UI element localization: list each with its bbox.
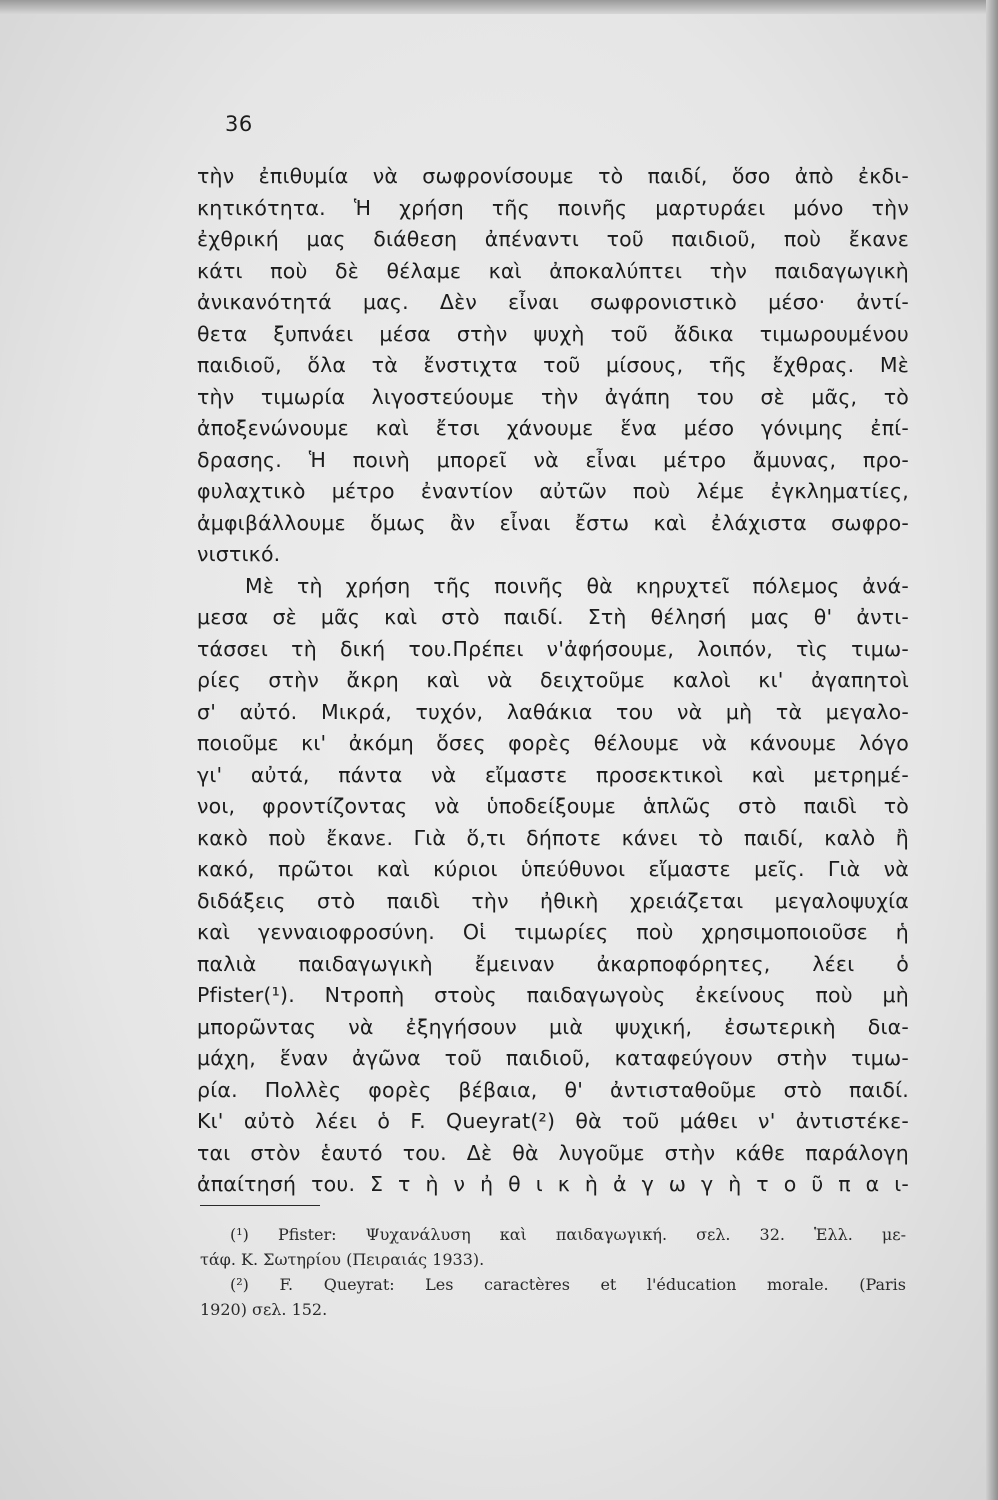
text-line: μάχη, ἕναν ἀγῶνα τοῦ παιδιοῦ, καταφεύγουν στὴν τιμω-	[197, 1046, 909, 1070]
text-line: ρίες στὴν ἄκρη καὶ νὰ δειχτοῦμε καλοὶ κι' ἀγαπητοὶ	[197, 668, 909, 692]
text-line: θετα ξυπνάει μέσα στὴν ψυχὴ τοῦ ἄδικα τιμωρουμένου	[197, 321, 909, 346]
footnote-line: (²) F. Queyrat: Les caractères et l'éducation morale. (Paris	[230, 1275, 906, 1294]
text-line: Κι' αὐτὸ λέει ὁ F. Queyrat(²) θὰ τοῦ μάθει ν' ἀντιστέκε-	[197, 1109, 909, 1133]
text-line: ἀπαίτησή του. Σ τ ὴ ν ἠ θ ι κ ὴ ἀ γ ω γ ὴ τ ο ῦ π α ι-	[197, 1172, 909, 1196]
text-line: ἀποξενώνουμε καὶ ἔτσι χάνουμε ἕνα μέσο γόνιμης ἐπί-	[197, 416, 909, 440]
text-line: νοι, φροντίζοντας νὰ ὑποδείξουμε ἁπλῶς στὸ παιδὶ τὸ	[197, 794, 909, 818]
text-line: γι' αὐτά, πάντα νὰ εἴμαστε προσεκτικοὶ καὶ μετρημέ-	[197, 762, 909, 787]
text-line: κακό, πρῶτοι καὶ κύριοι ὑπεύθυνοι εἴμαστε μεῖς. Γιὰ νὰ	[197, 857, 909, 881]
footnote-line: (¹) Pfister: Ψυχανάλυση καὶ παιδαγωγική. σελ. 32. Ἑλλ. με-	[230, 1225, 906, 1244]
text-line: φυλαχτικὸ μέτρο ἐναντίον αὐτῶν ποὺ λέμε ἐγκληματίες,	[197, 479, 909, 503]
text-line: τὴν ἐπιθυμία νὰ σωφρονίσουμε τὸ παιδί, ὅσο ἀπὸ ἐκδι-	[197, 164, 909, 188]
text-line: κάτι ποὺ δὲ θέλαμε καὶ ἀποκαλύπτει τὴν παιδαγωγικὴ	[197, 258, 909, 283]
text-line: κακὸ ποὺ ἔκανε. Γιὰ ὅ,τι δήποτε κάνει τὸ παιδί, καλὸ ἢ	[197, 825, 909, 850]
text-line: κητικότητα. Ἡ χρήση τῆς ποινῆς μαρτυράει μόνο τὴν	[197, 195, 909, 220]
text-line: δρασης. Ἡ ποινὴ μπορεῖ νὰ εἶναι μέτρο ἄμυνας, προ-	[197, 447, 909, 472]
text-line: ἀνικανότητά μας. Δὲν εἶναι σωφρονιστικὸ μέσο· ἀντί-	[197, 290, 909, 314]
text-line: ποιοῦμε κι' ἀκόμη ὅσες φορὲς θέλουμε νὰ κάνουμε λόγο	[197, 731, 909, 755]
text-line: Pfister(¹). Ντροπὴ στοὺς παιδαγωγοὺς ἐκείνους ποὺ μὴ	[197, 983, 909, 1007]
footnote-rule	[200, 1205, 320, 1206]
page-top-shadow	[0, 0, 998, 14]
page-number: 36	[225, 112, 253, 136]
text-line: τάσσει τὴ δική του.Πρέπει ν'ἀφήσουμε, λοιπόν, τὶς τιμω-	[197, 636, 909, 661]
text-line: παλιὰ παιδαγωγικὴ ἔμειναν ἀκαρποφόρητες, λέει ὁ	[197, 951, 909, 976]
text-line: ἐχθρική μας διάθεση ἀπέναντι τοῦ παιδιοῦ, ποὺ ἔκανε	[197, 227, 909, 251]
text-line: σ' αὐτό. Μικρά, τυχόν, λαθάκια του νὰ μὴ τὰ μεγαλο-	[197, 699, 909, 724]
text-line: μεσα σὲ μᾶς καὶ στὸ παιδί. Στὴ θέλησή μας θ' ἀντι-	[197, 605, 909, 629]
footnotes	[200, 1222, 906, 1322]
text-line: νιστικό.	[197, 542, 281, 566]
text-line: μπορῶντας νὰ ἐξηγήσουν μιὰ ψυχική, ἐσωτερικὴ δια-	[197, 1014, 909, 1039]
text-line: παιδιοῦ, ὅλα τὰ ἔνστιχτα τοῦ μίσους, τῆς ἔχθρας. Μὲ	[197, 353, 909, 377]
page-right-edge	[986, 0, 998, 1500]
text-line: ἀμφιβάλλουμε ὅμως ἂν εἶναι ἔστω καὶ ἐλάχιστα σωφρο-	[197, 510, 909, 535]
text-line: Μὲ τὴ χρήση τῆς ποινῆς θὰ κηρυχτεῖ πόλεμος ἀνά-	[245, 573, 909, 598]
body-text	[197, 161, 909, 1201]
footnote-line: τάφ. Κ. Σωτηρίου (Πειραιάς 1933).	[200, 1250, 485, 1269]
footnote-line: 1920) σελ. 152.	[200, 1300, 328, 1319]
text-line: ται στὸν ἑαυτό του. Δὲ θὰ λυγοῦμε στὴν κάθε παράλογη	[197, 1140, 909, 1165]
text-line: τὴν τιμωρία λιγοστεύουμε τὴν ἀγάπη του σὲ μᾶς, τὸ	[197, 384, 909, 409]
text-line: ρία. Πολλὲς φορὲς βέβαια, θ' ἀντισταθοῦμε στὸ παιδί.	[197, 1077, 909, 1102]
text-line: καὶ γενναιοφροσύνη. Οἱ τιμωρίες ποὺ χρησιμοποιοῦσε ἡ	[197, 920, 909, 944]
text-line: διδάξεις στὸ παιδὶ τὴν ἠθικὴ χρειάζεται μεγαλοψυχία	[197, 888, 909, 913]
